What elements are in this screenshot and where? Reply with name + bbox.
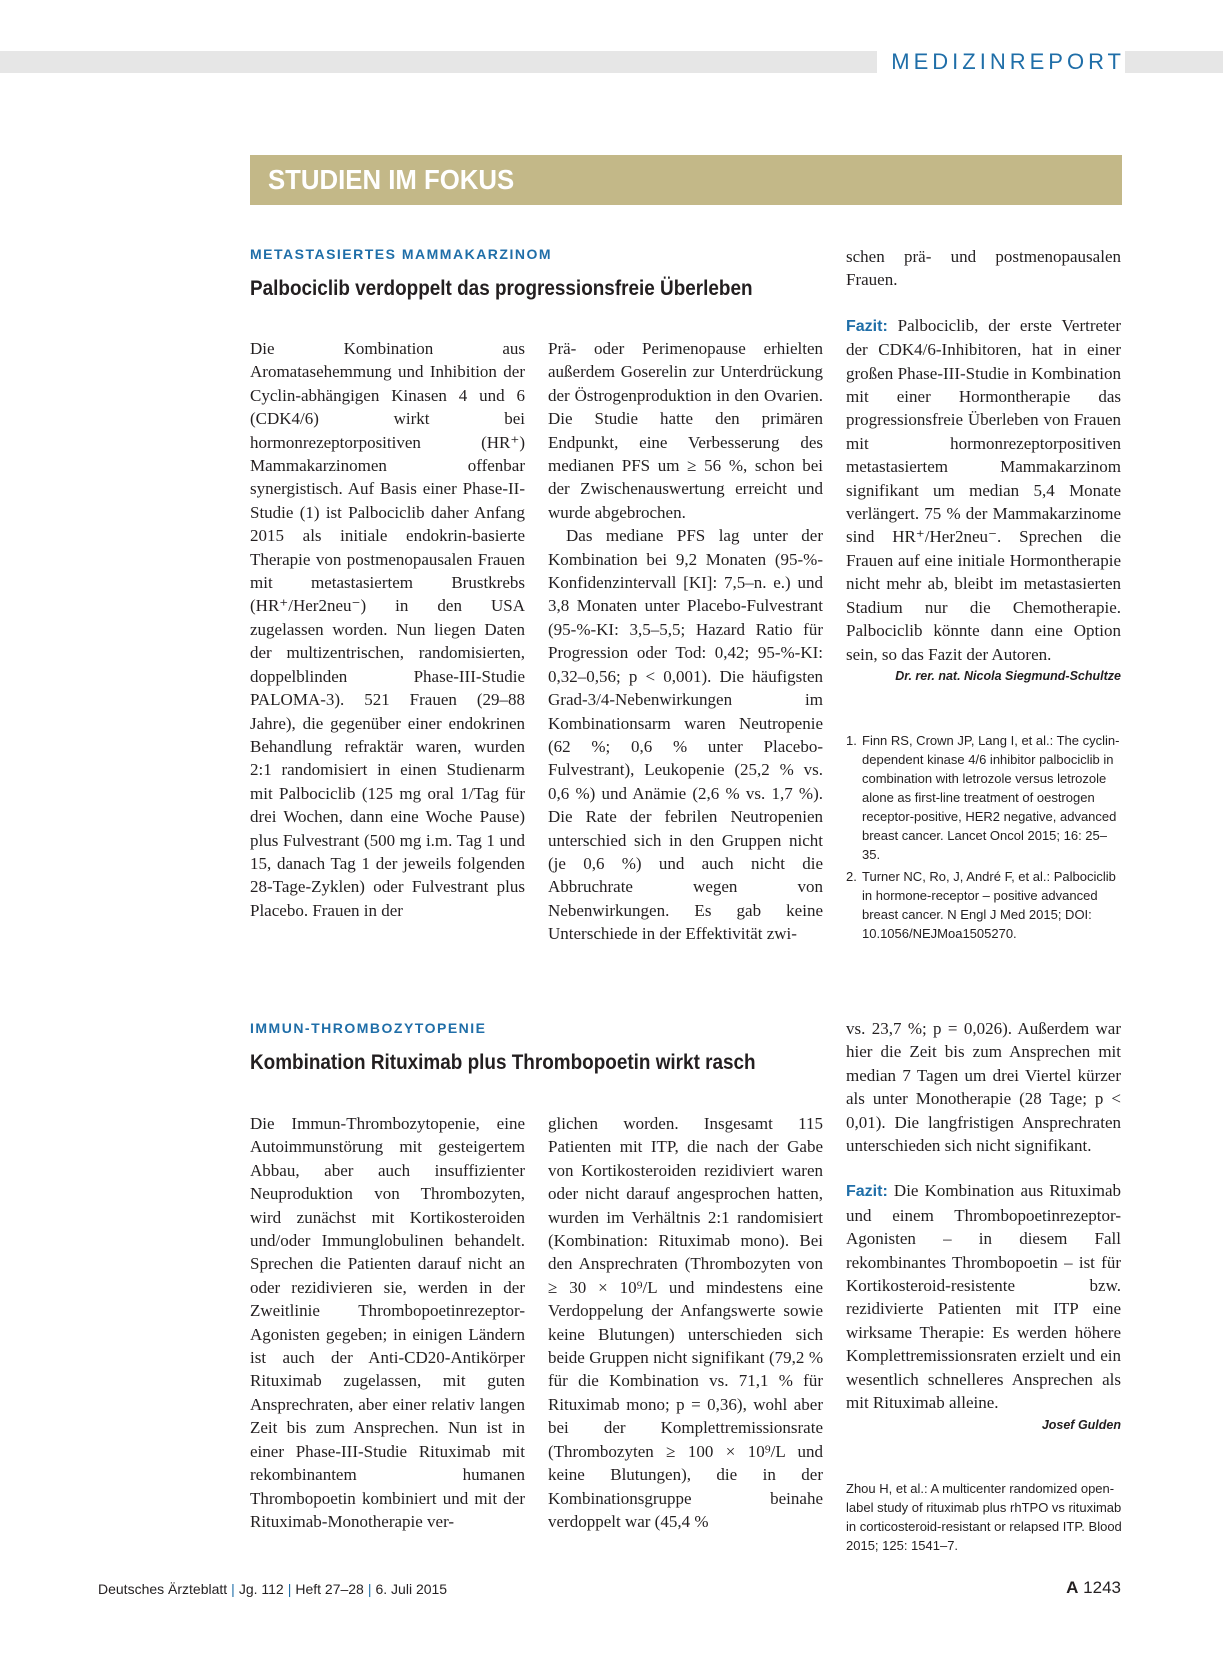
fazit-label: Fazit: — [846, 1183, 888, 1201]
reference-item — [846, 867, 1122, 943]
reference-number: 2. — [846, 869, 857, 884]
footer-separator: | — [231, 1581, 235, 1597]
reference-text: Zhou H, et al.: A multicenter randomized open-label study of rituximab plus rhTPO vs rituximab in corticosteroid-resistant or relapsed ITP. Blood 2015; 125: 1541–7. — [846, 1481, 1122, 1553]
article1-column-1 — [250, 337, 525, 922]
page-number — [1066, 1578, 1121, 1598]
article1-author: Dr. rer. nat. Nicola Siegmund-Schultze — [895, 668, 1121, 683]
reference-number: 1. — [846, 733, 857, 748]
reference-item — [846, 731, 1122, 864]
section-banner — [250, 155, 1122, 205]
fazit-text: Palbociclib, der erste Vertreter der CDK4/6-Inhibitoren, hat in einer großen Phase-III-Studie in Kombination mit einer Hormontherapie das progressionsfreie Überleben von Frauen mit hormonrezeptorpositiven metastasiertem Mammakarzinom signifikant um median 5,4 Monate verlängert. 75 % der Mammakarzinome sind HR⁺/Her2neu⁻. Sprechen die Frauen auf eine initiale Hormontherapie nicht mehr ab, bleibt im metastasierten Stadium nur die Chemotherapie. Palbociclib könnte dann eine Option sein, so das Fazit der Autoren. — [846, 315, 1122, 664]
section-label: MEDIZINREPORT — [877, 49, 1125, 75]
article2-column-3 — [846, 1017, 1121, 1435]
article2-headline: Kombination Rituximab plus Thrombopoetin wirkt rasch — [250, 1050, 756, 1074]
article1-column-3 — [846, 245, 1121, 686]
footer-separator: | — [367, 1581, 372, 1597]
reference-text: Turner NC, Ro, J, André F, et al.: Palbociclib in hormone-receptor – positive advanced breast cancer. N Engl J Med 2015; DOI: 10.1056/NEJMoa1505270. — [862, 869, 1116, 941]
article2-fazit — [846, 1179, 1121, 1414]
article1-paragraph: Das mediane PFS lag unter der Kombination bei 9,2 Monaten (95-%-Konfidenzintervall [KI]: 7,5–n. e.) und 3,8 Monaten unter Placebo-Fulvestrant (95-%-KI: 3,5–5,5; Hazard Ratio für Progression oder Tod: 0,42; 95-%-KI: 0,32–0,56; p < 0,001). Die häufigsten Grad-3/4-Nebenwirkungen im Kombinationsarm waren Neutropenie (62 %; 0,6 % unter Placebo-Fulvestrant), Leukopenie (25,2 % vs. 0,6 %) und Anämie (2,6 % vs. 1,7 %). Die Rate der febrilen Neutropenien unterschied sich in den Gruppen nicht (je 0,6 %) und auch nicht die Abbruchrate wegen von Nebenwirkungen. Es gab keine Unterschiede in der Effektivität zwi- — [548, 526, 823, 944]
article2-column-2 — [548, 1112, 823, 1533]
footer-date: 6. Juli 2015 — [375, 1581, 448, 1597]
article2-paragraph: vs. 23,7 %; p = 0,026). Außerdem war hier die Zeit bis zum Ansprechen mit median 7 Tagen um drei Viertel kürzer als unter Monotherapie (28 Tage; p < 0,01). Die langfristigen Ansprechraten unterschieden sich nicht signifikant. — [846, 1019, 1121, 1156]
article1-paragraph: Prä- oder Perimenopause erhielten außerdem Goserelin zur Unterdrückung der Östrogenproduktion in den Ovarien. Die Studie hatte den primären Endpunkt, eine Verbesserung des medianen PFS um ≥ 56 %, schon bei der Zwischenauswertung erreicht und wurde abgebrochen. — [548, 339, 823, 522]
page-prefix: A — [1066, 1578, 1079, 1597]
footer-citation — [98, 1581, 447, 1597]
article1-headline: Palbociclib verdoppelt das progressionsfreie Überleben — [250, 276, 753, 300]
article1-fazit — [846, 314, 1121, 666]
reference-text: Finn RS, Crown JP, Lang I, et al.: The cyclin-dependent kinase 4/6 inhibitor palbociclib in combination with letrozole versus letrozole alone as first-line treatment of oestrogen receptor-positive, HER2 negative, advanced breast cancer. Lancet Oncol 2015; 16: 25–35. — [862, 733, 1120, 862]
article1-column-2 — [548, 337, 823, 946]
article2-paragraph: glichen worden. Insgesamt 115 Patienten mit ITP, die nach der Gabe von Kortikosteroiden rezidiviert waren oder nicht darauf angesprochen hatten, wurden im Verhältnis 2:1 randomisiert (Kombination: Rituximab mono). Bei den Ansprechraten (Thrombozyten von ≥ 30 × 10⁹/L und mindestens eine Verdoppelung der Anfangswerte sowie keine Blutungen) unterschieden sich beide Gruppen nicht signifikant (79,2 % für die Kombination vs. 71,1 % für Rituximab mono; p = 0,36), wohl aber bei der Komplettremissionsrate (Thrombozyten ≥ 100 × 10⁹/L und keine Blutungen), die in der Kombinationsgruppe beinahe verdoppelt war (45,4 % — [548, 1114, 823, 1531]
banner-title: STUDIEN IM FOKUS — [268, 164, 515, 195]
article2-column-1 — [250, 1112, 525, 1533]
article2-references — [846, 1479, 1122, 1555]
article1-paragraph: Die Kombination aus Aromatasehemmung und Inhibition der Cyclin-abhängigen Kinasen 4 und 6 (CDK4/6) wirkt bei hormonrezeptorpositiven (HR⁺) Mammakarzinomen offenbar synergistisch. Auf Basis einer Phase-II-Studie (1) ist Palbociclib daher Anfang 2015 als initiale endokrin-basierte Therapie von postmenopausalen Frauen mit metastasiertem Brustkrebs (HR⁺/Her2neu⁻) in den USA zugelassen worden. Nun liegen Daten der multizentrischen, randomisierten, doppelblinden Phase-III-Studie PALOMA-3). 521 Frauen (29–88 Jahre), die gegenüber einer endokrinen Behandlung refraktär waren, wurden 2:1 randomisiert in einen Studienarm mit Palbociclib (125 mg oral 1/Tag für drei Wochen, dann eine Woche Pause) plus Fulvestrant (500 mg i.m. Tag 1 und 15, danach Tag 1 der jeweils folgenden 28-Tage-Zyklen) oder Fulvestrant plus Placebo. Frauen in der — [250, 339, 525, 920]
footer-issue: Heft 27–28 — [295, 1581, 364, 1597]
fazit-label: Fazit: — [846, 317, 888, 335]
article2-kicker: IMMUN-THROMBOZYTOPENIE — [250, 1020, 487, 1036]
footer-volume: Jg. 112 — [238, 1581, 284, 1597]
article1-references — [846, 731, 1122, 946]
page-number-value: 1243 — [1083, 1578, 1121, 1597]
fazit-text: Die Kombination aus Rituximab und einem Thrombopoetinrezeptor-Agonisten – in diesem Fall rekombinantes Thrombopoetin – ist für Kortikosteroid-resistente bzw. rezidivierte Patienten mit ITP eine wirksame Therapie: Es werden höhere Komplettremissionsraten erzielt und ein wesentlich schnelleres Ansprechen als mit Rituximab alleine. — [846, 1181, 1122, 1413]
footer-journal: Deutsches Ärzteblatt — [98, 1581, 228, 1597]
article1-paragraph: schen prä- und postmenopausalen Frauen. — [846, 247, 1121, 290]
article1-kicker: METASTASIERTES MAMMAKARZINOM — [250, 246, 553, 262]
article2-paragraph: Die Immun-Thrombozytopenie, eine Autoimmunstörung mit gesteigertem Abbau, aber auch insuffizienter Neuproduktion von Thrombozyten, wird zunächst mit Kortikosteroiden und/oder Immunglobulinen behandelt. Sprechen die Patienten darauf nicht an oder rezidivieren sie, werden in der Zweitlinie Thrombopoetinrezeptor-Agonisten gegeben; in einigen Ländern ist auch der Anti-CD20-Antikörper Rituximab zugelassen, mit guten Ansprechraten, aber einer relativ langen Zeit bis zum Ansprechen. Nun ist in einer Phase-III-Studie Rituximab mit rekombinantem humanen Thrombopoetin kombiniert und mit der Rituximab-Monotherapie ver- — [250, 1114, 525, 1531]
article2-author: Josef Gulden — [1041, 1417, 1121, 1432]
footer-separator: | — [287, 1581, 292, 1597]
